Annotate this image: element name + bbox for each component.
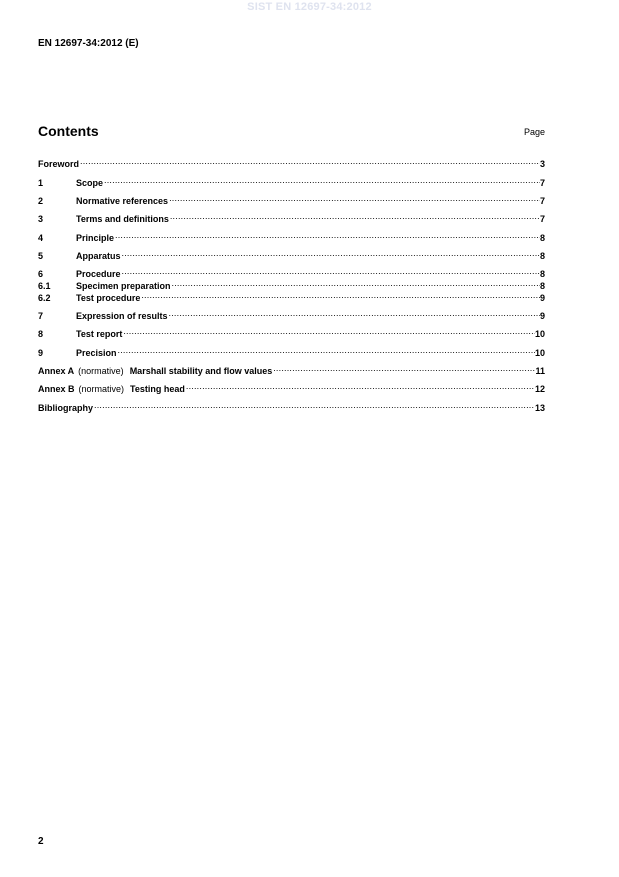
toc-leader-dots [79,155,540,167]
toc-entry-title: Test procedure [76,293,141,303]
toc-entry-title: Principle [76,233,115,243]
toc-entry-number: 5 [38,251,44,261]
toc-entry[interactable] [38,289,545,301]
toc-leader-dots [121,265,540,277]
toc-entry-page: 9 [539,311,545,321]
contents-title: Contents [38,123,99,139]
toc-entry-prefix: Annex A [38,366,75,376]
toc-entry[interactable] [38,307,545,319]
toc-entry-title: Test report [76,329,123,339]
toc-entry-page: 7 [539,214,545,224]
toc-entry-title: Testing head [130,384,185,394]
toc-entry-normative-label: (normative) [78,384,125,394]
toc-entry-title: Terms and definitions [76,214,169,224]
toc-entry-number: 1 [38,178,44,188]
toc-entry-title: Marshall stability and flow values [129,366,273,376]
toc-entry-number: 7 [38,311,44,321]
toc-entry-page: 13 [534,403,545,413]
toc-entry-page: 8 [539,251,545,261]
toc-entry-page: 8 [539,269,545,279]
toc-entry-prefix: Foreword [38,159,80,169]
toc-leader-dots [185,380,535,392]
toc-entry-title: Normative references [76,196,169,206]
toc-entry-prefix: Annex B [38,384,75,394]
toc-entry-title: Scope [76,178,104,188]
toc-entry[interactable] [38,399,545,411]
toc-entry-page: 10 [534,329,545,339]
toc-entry-title: Expression of results [76,311,168,321]
toc-leader-dots [103,174,540,186]
toc-entry[interactable] [38,229,545,241]
toc-entry-page: 10 [534,348,545,358]
toc-entry[interactable] [38,174,545,186]
toc-entry-normative-label: (normative) [78,366,124,376]
toc-entry[interactable] [38,277,545,289]
toc-leader-dots [93,399,535,411]
toc-entry[interactable] [38,265,545,277]
toc-entry-title: Apparatus [76,251,121,261]
watermark: SIST EN 12697-34:2012 [247,1,372,13]
toc-leader-dots [114,229,540,241]
toc-entry-page: 7 [539,196,545,206]
toc-entry[interactable] [38,325,545,337]
toc-entry-page: 11 [535,366,545,376]
toc-leader-dots [272,362,535,374]
toc-entry-number: 9 [38,348,44,358]
page-column-label: Page [523,127,545,137]
toc-entry-page: 8 [539,233,545,243]
toc-leader-dots [168,307,540,319]
toc-entry-page: 7 [539,178,545,188]
toc-entry[interactable] [38,210,545,222]
toc-entry-page: 8 [539,281,545,291]
toc-entry-page: 9 [539,293,545,303]
toc-leader-dots [122,325,535,337]
toc-entry-title: Precision [76,348,117,358]
page-number: 2 [38,836,44,847]
toc-entry[interactable] [38,192,545,204]
toc-leader-dots [117,344,535,356]
toc-entry-page: 3 [539,159,545,169]
toc-leader-dots [140,289,540,301]
toc-leader-dots [121,247,540,259]
document-id-header: EN 12697-34:2012 (E) [38,38,139,49]
toc-entry[interactable] [38,247,545,259]
toc-leader-dots [168,192,540,204]
toc-entry-number: 4 [38,233,44,243]
toc-entry-title: Procedure [76,269,121,279]
toc-entry-number: 6 [38,269,44,279]
toc-entry-title: Specimen preparation [76,281,171,291]
toc-leader-dots [169,210,540,222]
toc-entry-page: 12 [534,384,545,394]
toc-entry-number: 6.1 [38,281,51,291]
toc-entry-prefix: Bibliography [38,403,94,413]
toc-entry[interactable] [38,344,545,356]
toc-entry[interactable] [38,362,545,374]
toc-entry[interactable] [38,380,545,392]
toc-entry-number: 8 [38,329,44,339]
toc-entry-number: 3 [38,214,44,224]
toc-entry-number: 2 [38,196,44,206]
toc-leader-dots [171,277,540,289]
toc-entry[interactable] [38,155,545,167]
toc-entry-number: 6.2 [38,293,51,303]
